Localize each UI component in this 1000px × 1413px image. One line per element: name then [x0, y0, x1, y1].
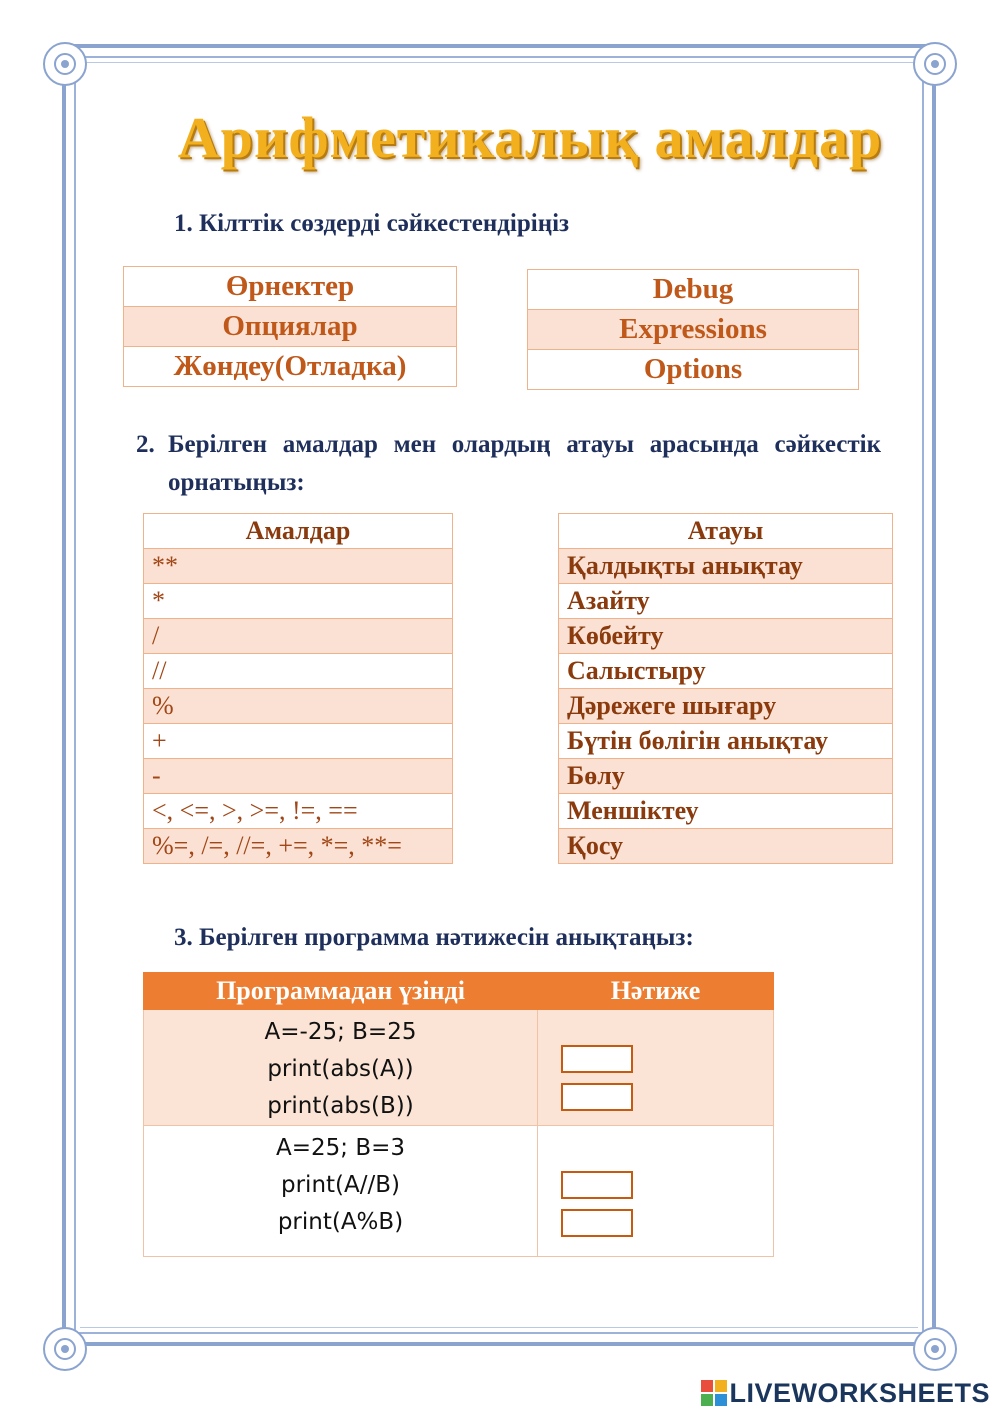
- answer-input[interactable]: [561, 1045, 633, 1073]
- section-2-heading: [136, 426, 881, 502]
- code-line: print(abs(A)): [267, 1056, 414, 1082]
- result-cell: [538, 1010, 774, 1126]
- liveworksheets-brand-text: LIVEWORKSHEETS: [729, 1378, 990, 1408]
- operation-item[interactable]: %=, /=, //=, +=, *=, **=: [144, 829, 453, 864]
- names-header: Атауы: [559, 514, 893, 549]
- name-item[interactable]: Қосу: [559, 829, 893, 864]
- section-3-heading: [174, 924, 694, 952]
- operations-table: [143, 513, 453, 864]
- operation-item[interactable]: %: [144, 689, 453, 724]
- code-line: print(A//B): [281, 1172, 400, 1198]
- corner-ornament-bottom-right-icon: [913, 1327, 957, 1371]
- page-title: Арифметикалық амалдар: [177, 105, 883, 170]
- corner-ornament-top-left-icon: [43, 42, 87, 86]
- section-2-text: Берілген амалдар мен олардың атауы арасында сәйкестік орнатыңыз:: [168, 431, 881, 496]
- program-snippet: [144, 1010, 538, 1126]
- liveworksheets-logo-icon: [701, 1380, 727, 1406]
- keywords-right-table: [527, 269, 859, 390]
- program-snippet: [144, 1126, 538, 1257]
- answer-input[interactable]: [561, 1171, 633, 1199]
- operation-item[interactable]: *: [144, 584, 453, 619]
- name-item[interactable]: Қалдықты анықтау: [559, 549, 893, 584]
- code-line: print(A%B): [277, 1209, 404, 1235]
- operation-item[interactable]: **: [144, 549, 453, 584]
- keyword-left-item[interactable]: Өрнектер: [124, 267, 457, 307]
- keywords-left-table: [123, 266, 457, 387]
- code-line: print(abs(B)): [267, 1093, 414, 1119]
- operation-item[interactable]: -: [144, 759, 453, 794]
- corner-ornament-top-right-icon: [913, 42, 957, 86]
- answer-input[interactable]: [561, 1083, 633, 1111]
- name-item[interactable]: Азайту: [559, 584, 893, 619]
- program-column-header: Программадан үзінді: [144, 973, 538, 1010]
- name-item[interactable]: Дәрежеге шығару: [559, 689, 893, 724]
- section-1-number: 1.: [174, 210, 193, 237]
- section-1-heading: [174, 210, 569, 238]
- section-2-number: 2.: [136, 431, 155, 458]
- section-3-number: 3.: [174, 924, 193, 951]
- code-line: A=25; B=3: [275, 1135, 405, 1161]
- code-line: A=-25; B=25: [264, 1019, 417, 1045]
- operation-item[interactable]: +: [144, 724, 453, 759]
- corner-ornament-bottom-left-icon: [43, 1327, 87, 1371]
- name-item[interactable]: Бүтін бөлігін анықтау: [559, 724, 893, 759]
- result-cell: [538, 1126, 774, 1257]
- name-item[interactable]: Салыстыру: [559, 654, 893, 689]
- liveworksheets-logo: [701, 1378, 990, 1408]
- frame-line-top: [80, 62, 918, 63]
- names-table: [558, 513, 893, 864]
- result-column-header: Нәтиже: [538, 973, 774, 1010]
- operation-item[interactable]: /: [144, 619, 453, 654]
- name-item[interactable]: Меншіктеу: [559, 794, 893, 829]
- name-item[interactable]: Көбейту: [559, 619, 893, 654]
- keyword-right-item[interactable]: Debug: [528, 270, 859, 310]
- operation-item[interactable]: <, <=, >, >=, !=, ==: [144, 794, 453, 829]
- operation-item[interactable]: //: [144, 654, 453, 689]
- keyword-left-item[interactable]: Жөндеу(Отладка): [124, 347, 457, 387]
- keyword-left-item[interactable]: Опциялар: [124, 307, 457, 347]
- operations-header: Амалдар: [144, 514, 453, 549]
- section-3-text: Берілген программа нәтижесін анықтаңыз:: [199, 924, 694, 951]
- section-1-text: Кілттік сөздерді сәйкестендіріңіз: [199, 210, 570, 237]
- keyword-right-item[interactable]: Expressions: [528, 310, 859, 350]
- frame-line-bottom: [80, 1327, 918, 1328]
- answer-input[interactable]: [561, 1209, 633, 1237]
- keyword-right-item[interactable]: Options: [528, 350, 859, 390]
- program-table: [143, 972, 774, 1257]
- name-item[interactable]: Бөлу: [559, 759, 893, 794]
